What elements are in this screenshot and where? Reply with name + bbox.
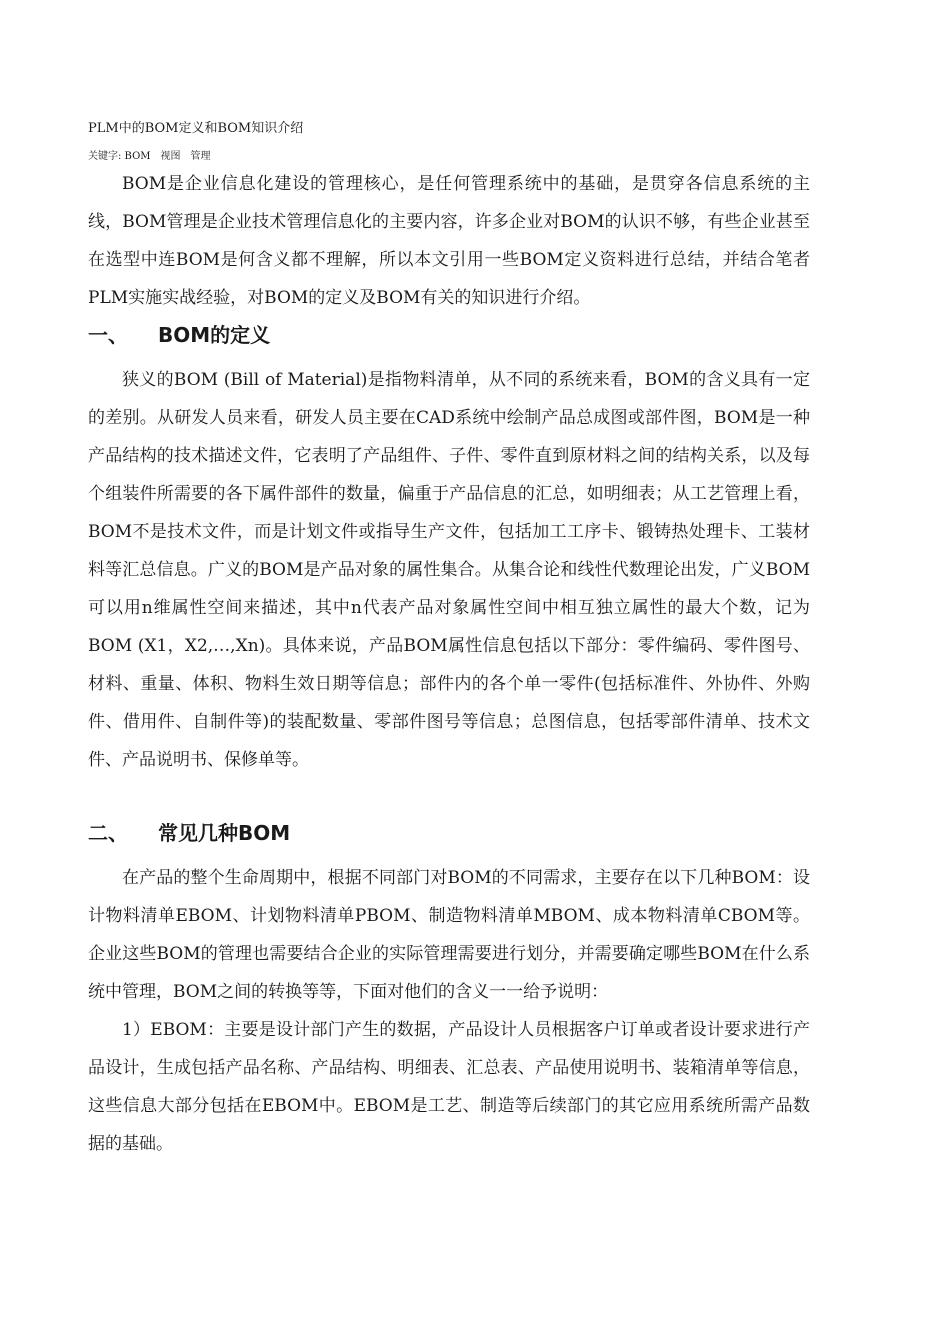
intro-paragraph: BOM是企业信息化建设的管理核心，是任何管理系统中的基础，是贯穿各信息系统的主线，BOM管理是企业技术管理信息化的主要内容，许多企业对BOM的认识不够，有些企业甚至在选型中连BOM是何含义都不理解，所以本文引用一些BOM定义资料进行总结，并结合笔者PLM实施实战经验，对BOM的定义及BOM有关的知识进行介绍。 [88, 174, 810, 308]
document-title: PLM中的BOM定义和BOM知识介绍 [88, 121, 304, 136]
section-heading-1 [88, 321, 270, 349]
section-2-paragraph-1: 在产品的整个生命周期中，根据不同部门对BOM的不同需求，主要存在以下几种BOM：设计物料清单EBOM、计划物料清单PBOM、制造物料清单MBOM、成本物料清单CBOM等。企业这些BOM的管理也需要结合企业的实际管理需要进行划分，并需要确定哪些BOM在什么系统中管理，BOM之间的转换等等，下面对他们的含义一一给予说明： [88, 868, 810, 1002]
section-heading-2 [88, 819, 290, 847]
section-1-paragraph: 狭义的BOM (Bill of Material)是指物料清单，从不同的系统来看，BOM的含义具有一定的差别。从研发人员来看，研发人员主要在CAD系统中绘制产品总成图或部件图，BOM是一种产品结构的技术描述文件，它表明了产品组件、子件、零件直到原材料之间的结构关系，以及每个组装件所需要的各下属件部件的数量，偏重于产品信息的汇总，如明细表；从工艺管理上看，BOM不是技术文件，而是计划文件或指导生产文件，包括加工工序卡、锻铸热处理卡、工装材料等汇总信息。广义的BOM是产品对象的属性集合。从集合论和线性代数理论出发，广义BOM可以用n维属性空间来描述，其中n代表产品对象属性空间中相互独立属性的最大个数，记为BOM (X1，X2,…,Xn)。具体来说，产品BOM属性信息包括以下部分：零件编码、零件图号、材料、重量、体积、物料生效日期等信息；部件内的各个单一零件(包括标准件、外协件、外购件、借用件、自制件等)的装配数量、零部件图号等信息；总图信息，包括零部件清单、技术文件、产品说明书、保修单等。 [88, 370, 810, 770]
section-number: 一、 [88, 323, 128, 347]
section-number: 二、 [88, 821, 128, 845]
keywords-line: 关键字: BOM 视图 管理 [88, 151, 211, 162]
section-2-paragraph-2: 1）EBOM：主要是设计部门产生的数据，产品设计人员根据客户订单或者设计要求进行产品设计，生成包括产品名称、产品结构、明细表、汇总表、产品使用说明书、装箱清单等信息，这些信息大部分包括在EBOM中。EBOM是工艺、制造等后续部门的其它应用系统所需产品数据的基础。 [88, 1020, 810, 1154]
section-title: BOM的定义 [158, 323, 271, 347]
section-title: 常见几种BOM [158, 821, 291, 845]
